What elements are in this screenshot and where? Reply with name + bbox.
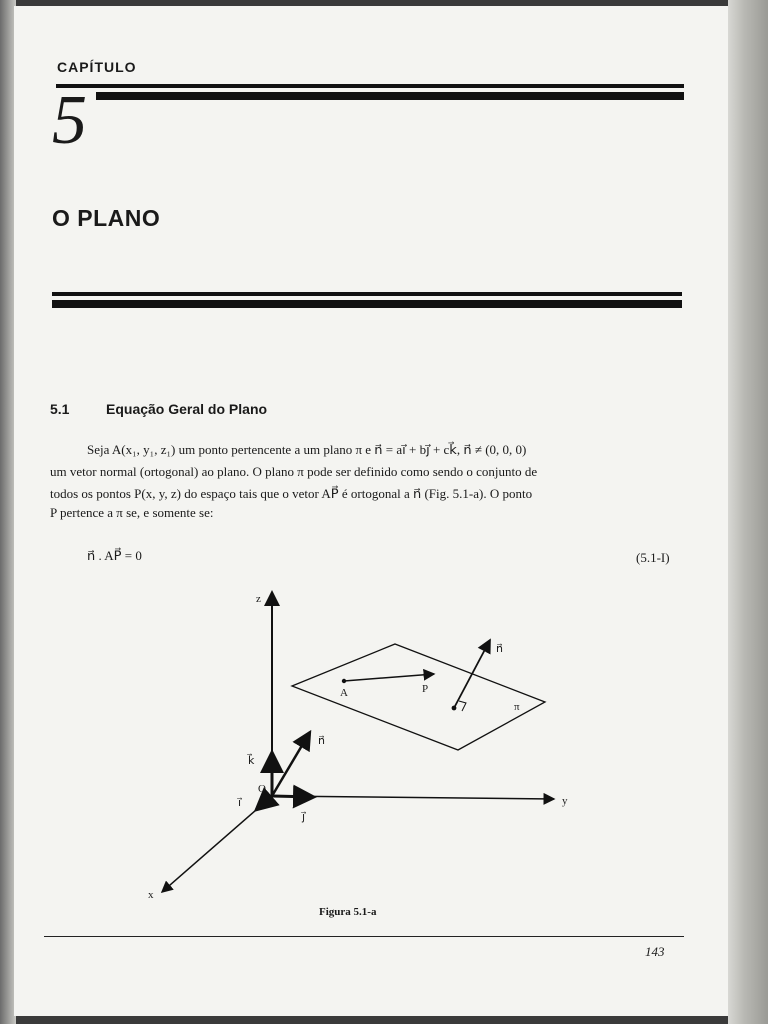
- n-vector-plane: [454, 640, 490, 708]
- equation-tag: (5.1-I): [636, 550, 670, 565]
- chapter-bottom-rule-bold: [52, 300, 682, 308]
- chapter-label: CAPÍTULO: [57, 59, 137, 75]
- page-edges: [728, 0, 768, 1024]
- section-number: 5.1: [50, 401, 70, 417]
- paragraph-line: todos os pontos P(x, y, z) do espaço tais que o vetor AP⃗ é ortogonal a n⃗ (Fig. 5.1-a). O ponto: [50, 486, 533, 501]
- section-title: Equação Geral do Plano: [106, 401, 268, 417]
- i-vector: [256, 796, 272, 810]
- pi-label: π: [514, 701, 520, 713]
- origin-label: O: [258, 783, 266, 795]
- i-label: i⃗: [238, 797, 242, 809]
- z-label: z: [256, 593, 261, 605]
- j-label: j⃗: [302, 811, 306, 823]
- chapter-number: 5: [52, 82, 87, 159]
- P-label: P: [422, 683, 429, 695]
- y-label: y: [562, 795, 568, 807]
- equation: n⃗ . AP⃗ = 0: [87, 548, 142, 563]
- chapter-title: O PLANO: [52, 205, 161, 231]
- footer-rule: [44, 936, 684, 937]
- j-vector: [272, 796, 314, 797]
- n-origin-label: n⃗: [318, 735, 325, 747]
- chapter-top-rule-bold: [96, 92, 684, 100]
- plane-pi: [292, 644, 545, 750]
- A-label: A: [340, 687, 348, 699]
- plane-figure: [140, 580, 570, 900]
- n-plane-label: n⃗: [496, 643, 503, 655]
- paragraph-line: Seja A(x₁, y₁, z₁) um ponto pertencente a um plano π e n⃗ = ai⃗ + bj⃗ + ck⃗, n⃗ ≠ (0, 0, 0): [87, 442, 527, 457]
- paragraph-line: P pertence a π se, e somente se:: [50, 505, 214, 520]
- right-angle-mark: [459, 701, 466, 711]
- figure-caption: Figura 5.1-a: [319, 906, 377, 918]
- x-axis: [162, 796, 272, 892]
- chapter-bottom-rule: [52, 292, 682, 296]
- x-label: x: [148, 889, 154, 900]
- vector-AP: [344, 674, 434, 681]
- y-axis: [272, 796, 554, 799]
- k-label: k⃗: [248, 755, 255, 767]
- n-vector-origin: [272, 732, 310, 796]
- paragraph-line: um vetor normal (ortogonal) ao plano. O plano π pode ser definido como sendo o conjunto de: [50, 464, 538, 479]
- page-number: 143: [645, 944, 665, 959]
- chapter-top-rule: [56, 84, 684, 88]
